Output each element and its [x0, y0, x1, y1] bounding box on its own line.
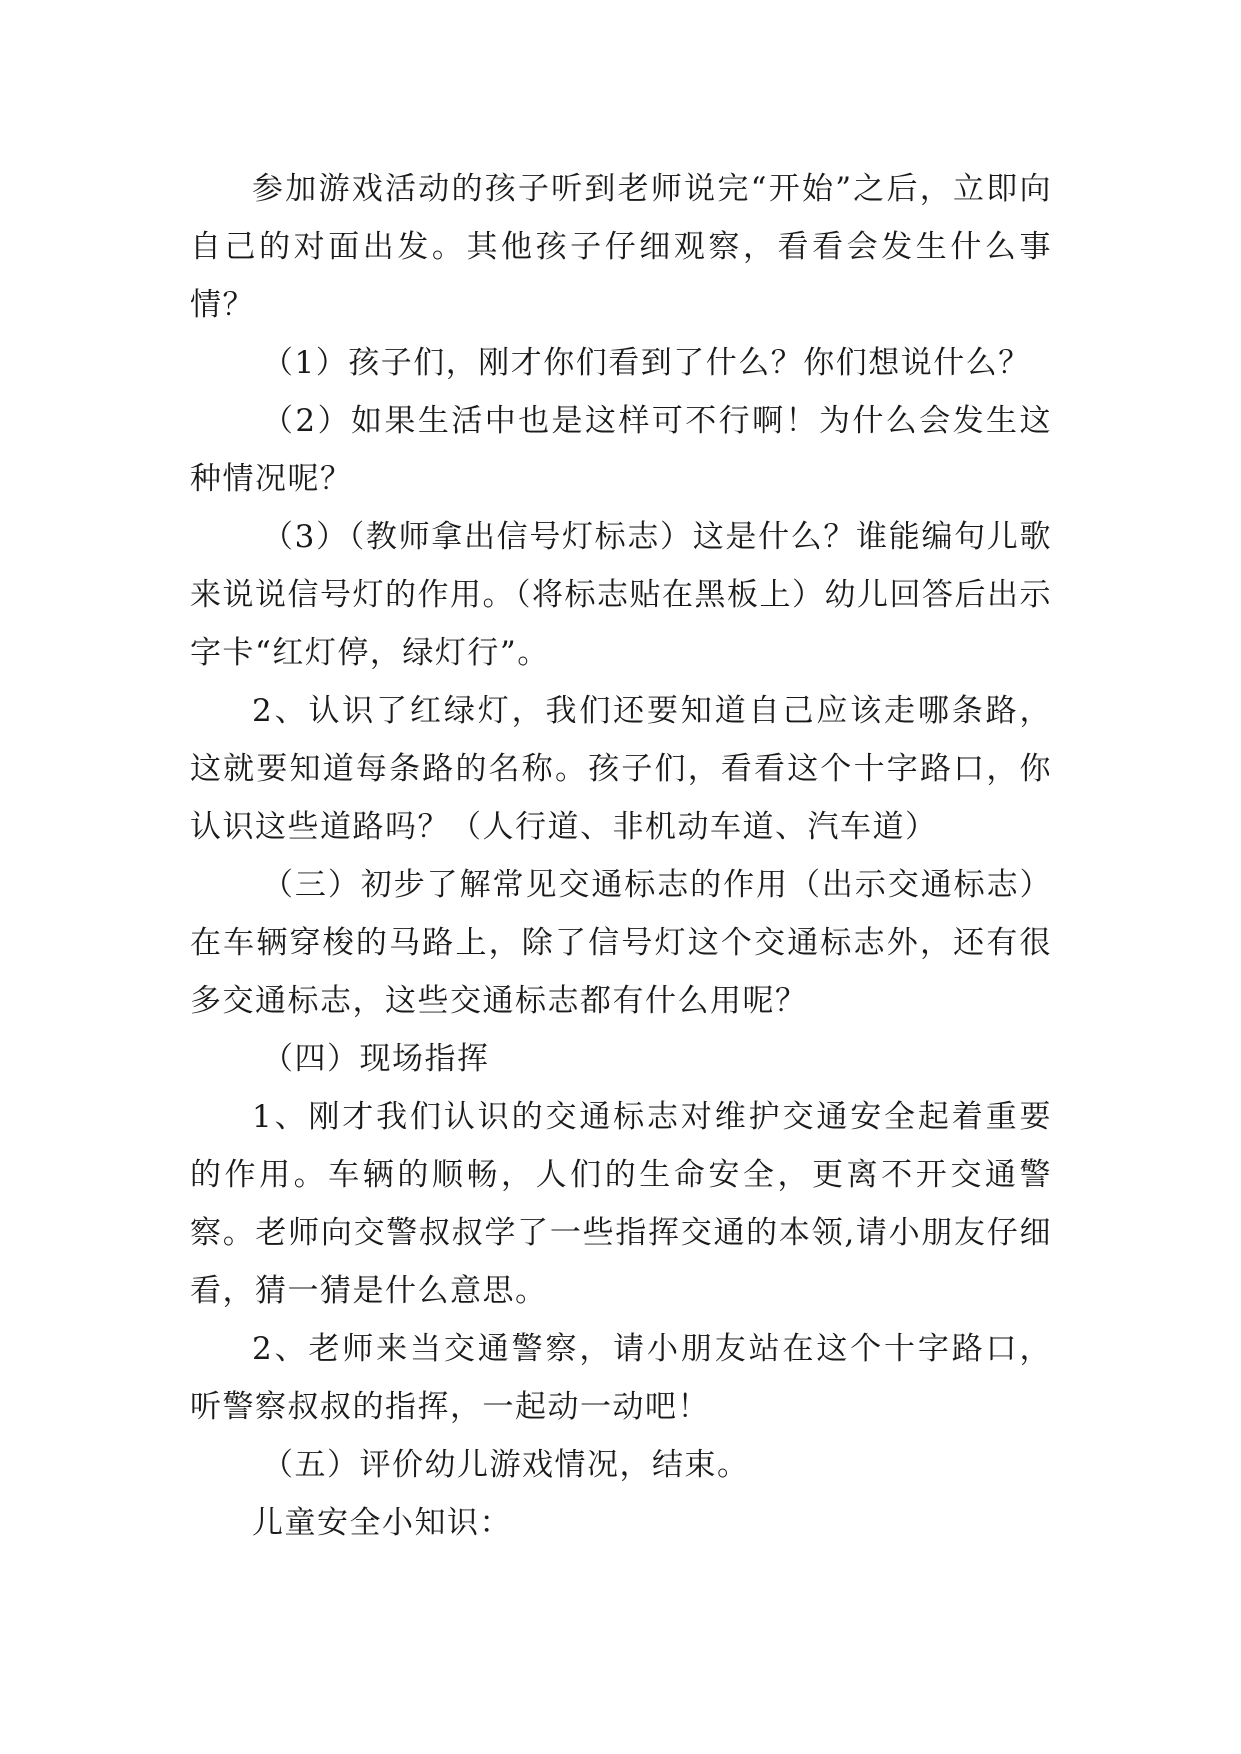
heading-section-four: （四）现场指挥 [262, 1041, 490, 1077]
paragraph-game-start: 参加游戏活动的孩子听到老师说完“开始”之后，立即向自己的对面出发。其他孩子仔细观察，看看会发生什么事情？ [190, 171, 1052, 323]
heading-safety-tips: 儿童安全小知识： [252, 1505, 512, 1541]
paragraph-question-2: （2）如果生活中也是这样可不行啊！为什么会发生这种情况呢？ [190, 403, 1052, 497]
heading-section-five: （五）评价幼儿游戏情况，结束。 [262, 1447, 750, 1483]
paragraph-road-names: 2、认识了红绿灯，我们还要知道自己应该走哪条路，这就要知道每条路的名称。孩子们，看看这个十字路口，你认识这些道路吗？（人行道、非机动车道、汽车道） [190, 693, 1052, 845]
document-body [190, 160, 1052, 1552]
paragraph-traffic-police: 1、刚才我们认识的交通标志对维护交通安全起着重要的作用。车辆的顺畅，人们的生命安全，更离不开交通警察。老师向交警叔叔学了一些指挥交通的本领,请小朋友仔细看，猜一猜是什么意思。 [190, 1099, 1052, 1309]
paragraph-teacher-police: 2、老师来当交通警察，请小朋友站在这个十字路口，听警察叔叔的指挥，一起动一动吧！ [190, 1331, 1052, 1425]
paragraph-question-3: （3）（教师拿出信号灯标志）这是什么？谁能编句儿歌来说说信号灯的作用。（将标志贴在黑板上）幼儿回答后出示字卡“红灯停，绿灯行”。 [190, 519, 1052, 671]
paragraph-section-three: （三）初步了解常见交通标志的作用（出示交通标志）在车辆穿梭的马路上，除了信号灯这个交通标志外，还有很多交通标志，这些交通标志都有什么用呢？ [190, 867, 1052, 1019]
paragraph-question-1: （1）孩子们，刚才你们看到了什么？你们想说什么？ [262, 345, 1031, 381]
